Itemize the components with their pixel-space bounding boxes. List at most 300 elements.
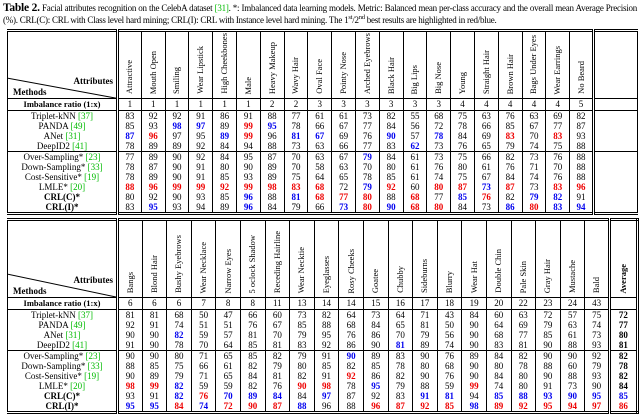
value-cell: 96 [141,182,165,192]
empty-cell [593,141,637,152]
value-cell: 78 [451,121,475,131]
average-cell: 84 [609,381,637,391]
value-cell: 93 [236,172,260,182]
value-cell: 88 [260,111,284,122]
value-cell: 87 [141,162,165,172]
value-cell: 67 [474,172,498,182]
value-cell: 93 [536,391,561,401]
value-cell: 76 [474,192,498,202]
value-cell: 76 [437,351,462,362]
value-cell: 72 [216,401,241,413]
method-name [8,121,118,131]
attribute-header [167,220,192,298]
value-cell: 77 [355,141,379,152]
method-row [8,401,638,413]
imbalance-ratio-label: Imbalance ratio (1:x) [8,298,118,310]
imbalance-ratio-row [8,99,638,111]
value-cell: 85 [379,172,403,182]
method-row [8,351,638,362]
method-name [8,320,118,330]
value-cell: 79 [498,141,522,152]
average-cell: 82 [609,351,637,362]
value-cell: 82 [240,361,265,371]
value-cell: 91 [314,351,339,362]
value-cell: 88 [560,371,585,381]
value-cell: 88 [290,401,315,413]
value-cell: 81 [284,131,308,141]
value-cell: 89 [141,141,165,152]
imbalance-ratio-value: 3 [308,99,332,111]
value-cell: 91 [189,172,213,182]
value-cell: 90 [165,192,189,202]
value-cell: 77 [332,192,356,202]
empty-header-cell [593,31,637,99]
method-row [8,141,638,152]
value-cell: 85 [451,192,475,202]
value-cell: 57 [216,330,241,340]
value-cell: 90 [413,371,438,381]
imbalance-ratio-value: 8 [240,298,265,310]
method-name [8,111,118,122]
value-cell: 84 [260,202,284,214]
value-cell: 90 [363,340,388,351]
caption-segment-text: Facial attributes recognition on the CelebA dataset [39,3,215,13]
attribute-header [191,220,216,298]
value-cell: 79 [290,351,315,362]
value-cell: 84 [451,202,475,214]
attribute-label: No Beard [575,61,586,95]
value-cell: 87 [451,182,475,192]
value-cell: 79 [355,182,379,192]
value-cell: 94 [560,401,585,413]
value-cell: 61 [308,111,332,122]
method-label: PANDA [38,121,69,132]
value-cell: 83 [546,202,570,214]
method-label: Triplet-kNN [31,111,76,122]
value-cell: 84 [379,152,403,163]
value-cell: 95 [141,202,165,214]
value-cell: 89 [141,152,165,163]
value-cell: 85 [290,320,315,330]
value-cell: 81 [265,340,290,351]
value-cell: 93 [165,202,189,214]
value-cell: 66 [191,361,216,371]
attribute-label: Brown Hair [504,53,515,95]
value-cell: 69 [546,111,570,122]
imbalance-ratio-value: 1 [236,99,260,111]
value-cell: 90 [142,351,167,362]
value-cell: 96 [236,202,260,214]
empty-cell [593,152,637,163]
value-cell: 89 [260,172,284,182]
value-cell: 90 [585,381,610,391]
value-cell: 63 [308,141,332,152]
value-cell: 82 [339,361,364,371]
value-cell: 70 [216,391,241,401]
value-cell: 83 [546,131,570,141]
attribute-header [536,220,561,298]
value-cell: 98 [118,381,143,391]
citation-ref: [20] [70,182,86,193]
value-cell: 82 [498,192,522,202]
value-cell: 92 [118,320,143,330]
attribute-label: Rosy Cheeks [345,248,356,294]
value-cell: 90 [118,330,143,340]
value-cell: 71 [413,310,438,321]
value-cell: 92 [314,340,339,351]
value-cell: 78 [118,162,142,172]
method-name [8,361,118,371]
value-cell: 60 [265,310,290,321]
value-cell: 59 [437,381,462,391]
value-cell: 43 [437,310,462,321]
value-cell: 91 [189,162,213,172]
value-cell: 87 [265,401,290,413]
value-cell: 50 [191,310,216,321]
imbalance-ratio-value: 43 [585,298,610,310]
value-cell: 85 [213,192,237,202]
value-cell: 67 [308,131,332,141]
value-cell: 97 [165,131,189,141]
value-cell: 85 [437,401,462,413]
attribute-header [240,220,265,298]
method-name [8,340,118,351]
value-cell: 89 [240,391,265,401]
method-row [8,111,638,122]
value-cell: 80 [355,192,379,202]
value-cell: 73 [560,381,585,391]
value-cell: 91 [570,192,594,202]
attribute-label: Mouth Open [147,50,158,95]
value-cell: 93 [141,121,165,131]
method-name [8,162,118,172]
attributes-header-row [8,31,638,99]
method-label: CRL(C)* [44,192,80,203]
value-cell: 95 [260,121,284,131]
value-cell: 73 [363,310,388,321]
methods-attributes-corner [8,220,118,298]
imbalance-ratio-value: 20 [486,298,511,310]
value-cell: 63 [511,310,536,321]
value-cell: 84 [486,371,511,381]
value-cell: 56 [437,330,462,340]
paper-page [0,2,640,414]
average-cell: 81 [609,340,637,351]
imbalance-ratio-value: 14 [339,298,364,310]
value-cell: 98 [314,381,339,391]
value-cell: 75 [585,310,610,321]
value-cell: 89 [165,141,189,152]
imbalance-ratio-value: 1 [189,99,213,111]
value-cell: 63 [522,111,546,122]
value-cell: 90 [118,371,143,381]
value-cell: 66 [474,152,498,163]
attribute-label: Blurry [444,270,455,294]
value-cell: 76 [451,141,475,152]
attribute-header [308,31,332,99]
method-label: Down-Sampling* [21,361,86,372]
caption-segment-text: best results are highlighted in red/blue. [364,15,497,25]
value-cell: 73 [355,111,379,122]
value-cell: 74 [585,320,610,330]
value-cell: 76 [240,320,265,330]
value-cell: 90 [462,330,487,340]
value-cell: 70 [265,330,290,340]
value-cell: 92 [511,401,536,413]
value-cell: 99 [462,381,487,391]
method-label: PANDA [38,320,69,331]
corner-methods-label: Methods [13,286,47,297]
value-cell: 85 [536,330,561,340]
value-cell: 88 [511,391,536,401]
attribute-label: Mustache [566,260,577,294]
value-cell: 70 [191,340,216,351]
citation-ref: [37] [77,111,93,122]
value-cell: 87 [339,391,364,401]
method-name [8,172,118,182]
method-name [8,310,118,321]
method-row [8,310,638,321]
value-cell: 96 [314,401,339,413]
methods-attributes-corner [8,31,118,99]
value-cell: 91 [189,111,213,122]
attribute-header [216,220,241,298]
imbalance-ratio-value: 24 [560,298,585,310]
value-cell: 64 [388,310,413,321]
value-cell: 91 [413,391,438,401]
value-cell: 92 [213,182,237,192]
citation-ref: [23] [85,351,101,362]
value-cell: 67 [522,121,546,131]
attribute-header [379,31,403,99]
attribute-header [284,31,308,99]
attribute-label: Black Hair [385,57,396,95]
value-cell: 84 [213,141,237,152]
attribute-header [388,220,413,298]
value-cell: 81 [511,340,536,351]
value-cell: 61 [403,172,427,182]
attribute-header [260,31,284,99]
value-cell: 99 [165,182,189,192]
value-cell: 96 [260,131,284,141]
value-cell: 66 [474,121,498,131]
caption-segment-text: /2 [352,15,359,25]
value-cell: 97 [189,121,213,131]
attribute-header [189,31,213,99]
value-cell: 59 [216,381,241,391]
value-cell: 91 [536,381,561,391]
empty-cell [593,131,637,141]
value-cell: 82 [167,381,192,391]
average-header [609,220,637,298]
attribute-label: Young [457,71,468,95]
value-cell: 90 [462,320,487,330]
method-label: DeepID2 [36,141,70,152]
attribute-header [560,220,585,298]
value-cell: 80 [355,202,379,214]
value-cell: 90 [413,351,438,362]
citation-ref: [23] [85,152,101,163]
method-row [8,121,638,131]
value-cell: 83 [546,182,570,192]
attribute-label: Sideburns [419,259,430,294]
attribute-header [498,31,522,99]
value-cell: 72 [332,182,356,192]
value-cell: 78 [167,340,192,351]
average-cell: 85 [609,391,637,401]
corner-attributes-label: Attributes [73,76,113,87]
value-cell: 73 [290,310,315,321]
value-cell: 85 [142,361,167,371]
citation-ref: [41] [72,141,88,152]
citation-ref: [41] [72,340,88,351]
value-cell: 93 [189,192,213,202]
citation-ref: [31] [65,131,81,142]
imbalance-ratio-value: 6 [167,298,192,310]
value-cell: 61 [216,361,241,371]
value-cell: 57 [560,310,585,321]
value-cell: 83 [284,182,308,192]
citation-ref: [33] [87,162,103,173]
value-cell: 71 [522,162,546,172]
value-cell: 90 [240,401,265,413]
value-cell: 90 [462,340,487,351]
imbalance-ratio-value: 3 [427,99,451,111]
value-cell: 82 [379,111,403,122]
imbalance-ratio-value: 22 [511,298,536,310]
value-cell: 89 [213,121,237,131]
attribute-label: Wear Earrings [552,45,563,95]
attribute-header [165,31,189,99]
value-cell: 66 [308,121,332,131]
value-cell: 86 [339,340,364,351]
value-cell: 86 [363,371,388,381]
value-cell: 73 [427,141,451,152]
value-cell: 81 [265,371,290,381]
attribute-label: Bags Under Eyes [528,35,539,95]
method-row [8,162,638,172]
value-cell: 59 [191,381,216,391]
value-cell: 73 [427,152,451,163]
citation-ref: [49] [70,121,86,132]
value-cell: 60 [560,361,585,371]
value-cell: 73 [284,141,308,152]
value-cell: 70 [546,162,570,172]
attribute-label: Goatee [370,269,381,294]
value-cell: 88 [118,361,143,371]
attribute-header [332,31,356,99]
value-cell: 76 [355,131,379,141]
attribute-label: Smiling [171,67,182,95]
value-cell: 77 [427,192,451,202]
value-cell: 66 [240,310,265,321]
attribute-label: Big Lips [409,64,420,95]
value-cell: 80 [451,162,475,172]
method-name [8,391,118,401]
value-cell: 67 [332,121,356,131]
imbalance-ratio-value: 17 [413,298,438,310]
value-cell: 92 [141,111,165,122]
imbalance-ratio-value: 2 [260,99,284,111]
method-label: Triplet-kNN [31,310,76,321]
value-cell: 68 [403,192,427,202]
method-row [8,371,638,381]
value-cell: 73 [332,202,356,214]
value-cell: 81 [437,391,462,401]
value-cell: 64 [486,320,511,330]
value-cell: 84 [379,121,403,131]
value-cell: 76 [546,152,570,163]
value-cell: 77 [546,121,570,131]
value-cell: 88 [413,381,438,391]
method-row [8,192,638,202]
value-cell: 84 [451,131,475,141]
value-cell: 91 [236,111,260,122]
value-cell: 84 [290,391,315,401]
value-cell: 90 [379,131,403,141]
attribute-label: Big Nose [433,62,444,95]
method-name [8,381,118,391]
value-cell: 81 [142,310,167,321]
value-cell: 69 [332,131,356,141]
imbalance-ratio-value: 6 [142,298,167,310]
value-cell: 78 [511,361,536,371]
value-cell: 80 [511,371,536,381]
value-cell: 79 [167,371,192,381]
corner-attributes-label: Attributes [73,275,113,286]
imbalance-ratio-value: 19 [462,298,487,310]
citation-ref: [19] [84,172,100,183]
method-name [8,202,118,214]
empty-cell [593,172,637,182]
method-name [8,141,118,152]
value-cell: 84 [240,371,265,381]
imbalance-ratio-value: 4 [474,99,498,111]
method-row [8,330,638,340]
average-cell: 86 [609,401,637,413]
attribute-label: Narrow Eyes [222,248,233,294]
value-cell: 73 [474,202,498,214]
value-cell: 67 [332,152,356,163]
value-cell: 65 [474,141,498,152]
value-cell: 80 [379,162,403,172]
value-cell: 88 [379,192,403,202]
value-cell: 91 [118,340,143,351]
method-label: Cost-Sensitive* [24,172,82,183]
value-cell: 75 [451,152,475,163]
value-cell: 88 [570,162,594,172]
caption-segment-cite: [31] [214,3,229,13]
value-cell: 96 [570,182,594,192]
attribute-label: Bald [591,277,602,294]
method-row [8,381,638,391]
imbalance-ratio-value: 4 [451,99,475,111]
attribute-header [118,220,143,298]
attribute-header [437,220,462,298]
value-cell: 63 [308,152,332,163]
value-cell: 89 [486,401,511,413]
value-cell: 83 [379,141,403,152]
value-cell: 64 [216,340,241,351]
caption-segment-sup: st [348,14,353,21]
value-cell: 90 [165,172,189,182]
attribute-label: 5 oclock Shadow [247,234,258,294]
value-cell: 95 [536,401,561,413]
value-cell: 92 [585,351,610,362]
value-cell: 62 [403,141,427,152]
attribute-header [427,31,451,99]
imbalance-ratio-value: 1 [141,99,165,111]
